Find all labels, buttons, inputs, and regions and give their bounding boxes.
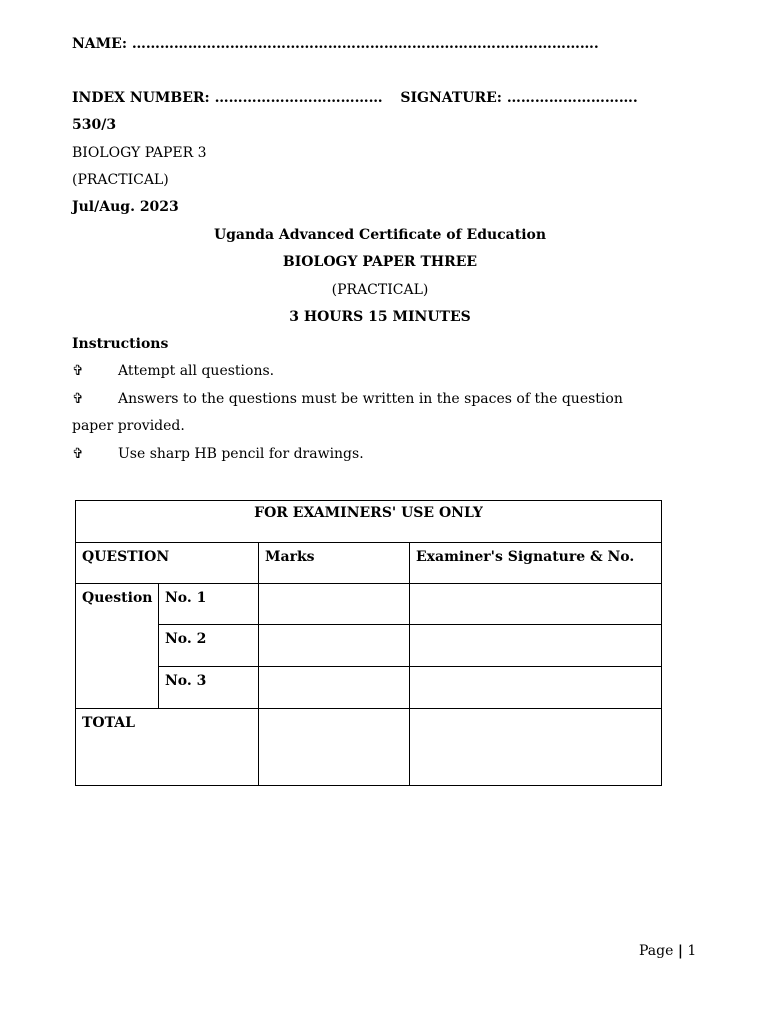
index-number-dots: ……………………………… <box>214 90 383 106</box>
certificate-title: Uganda Advanced Certificate of Education <box>213 227 547 243</box>
paper-title: BIOLOGY PAPER THREE <box>282 254 478 270</box>
duration: 3 HOURS 15 MINUTES <box>289 309 471 325</box>
signature-label: SIGNATURE: <box>400 90 502 106</box>
instruction-item <box>72 446 364 462</box>
question-number-3: No. 3 <box>159 667 259 709</box>
practical-subtitle: (PRACTICAL) <box>331 282 429 298</box>
paper-code: 530/3 <box>72 117 117 133</box>
signature-cell-2 <box>410 625 662 667</box>
cross-bullet-icon: ✞ <box>72 391 84 407</box>
examiners-table <box>75 500 662 786</box>
instructions-heading: Instructions <box>72 336 169 352</box>
page-label: Page <box>639 943 674 959</box>
exam-date: Jul/Aug. 2023 <box>72 199 179 215</box>
question-number-1: No. 1 <box>159 584 259 625</box>
signature-cell-1 <box>410 584 662 625</box>
signature-dots: ………………………. <box>506 90 638 106</box>
total-signature-cell <box>410 709 662 786</box>
signature-cell-3 <box>410 667 662 709</box>
instruction-item <box>72 363 274 379</box>
index-number-label: INDEX NUMBER: <box>72 90 210 106</box>
total-marks-cell <box>259 709 410 786</box>
marks-cell-1 <box>259 584 410 625</box>
page-number: 1 <box>687 943 697 959</box>
marks-header: Marks <box>259 543 410 584</box>
name-label: NAME: <box>72 36 127 52</box>
page-separator: | <box>677 943 683 959</box>
instruction-item <box>72 391 623 407</box>
question-label: Question <box>76 584 159 709</box>
examiner-signature-header: Examiner's Signature & No. <box>410 543 662 584</box>
table-title: FOR EXAMINERS' USE ONLY <box>76 501 662 543</box>
marks-cell-2 <box>259 625 410 667</box>
name-dots: ………………………………………………………………………………………. <box>131 36 599 52</box>
page-footer <box>639 943 696 959</box>
instruction-text: Attempt all questions. <box>118 363 275 379</box>
question-number-2: No. 2 <box>159 625 259 667</box>
name-line <box>72 36 599 52</box>
instruction-continuation: paper provided. <box>72 418 185 434</box>
index-signature-line <box>72 90 638 106</box>
cross-bullet-icon: ✞ <box>72 446 84 462</box>
cross-bullet-icon: ✞ <box>72 363 84 379</box>
total-label: TOTAL <box>76 709 259 786</box>
instruction-text: Use sharp HB pencil for drawings. <box>118 446 364 462</box>
question-header: QUESTION <box>76 543 259 584</box>
practical-label: (PRACTICAL) <box>72 172 169 188</box>
subject-line: BIOLOGY PAPER 3 <box>72 145 207 161</box>
instruction-text: Answers to the questions must be written in the spaces of the question <box>118 391 623 407</box>
marks-cell-3 <box>259 667 410 709</box>
